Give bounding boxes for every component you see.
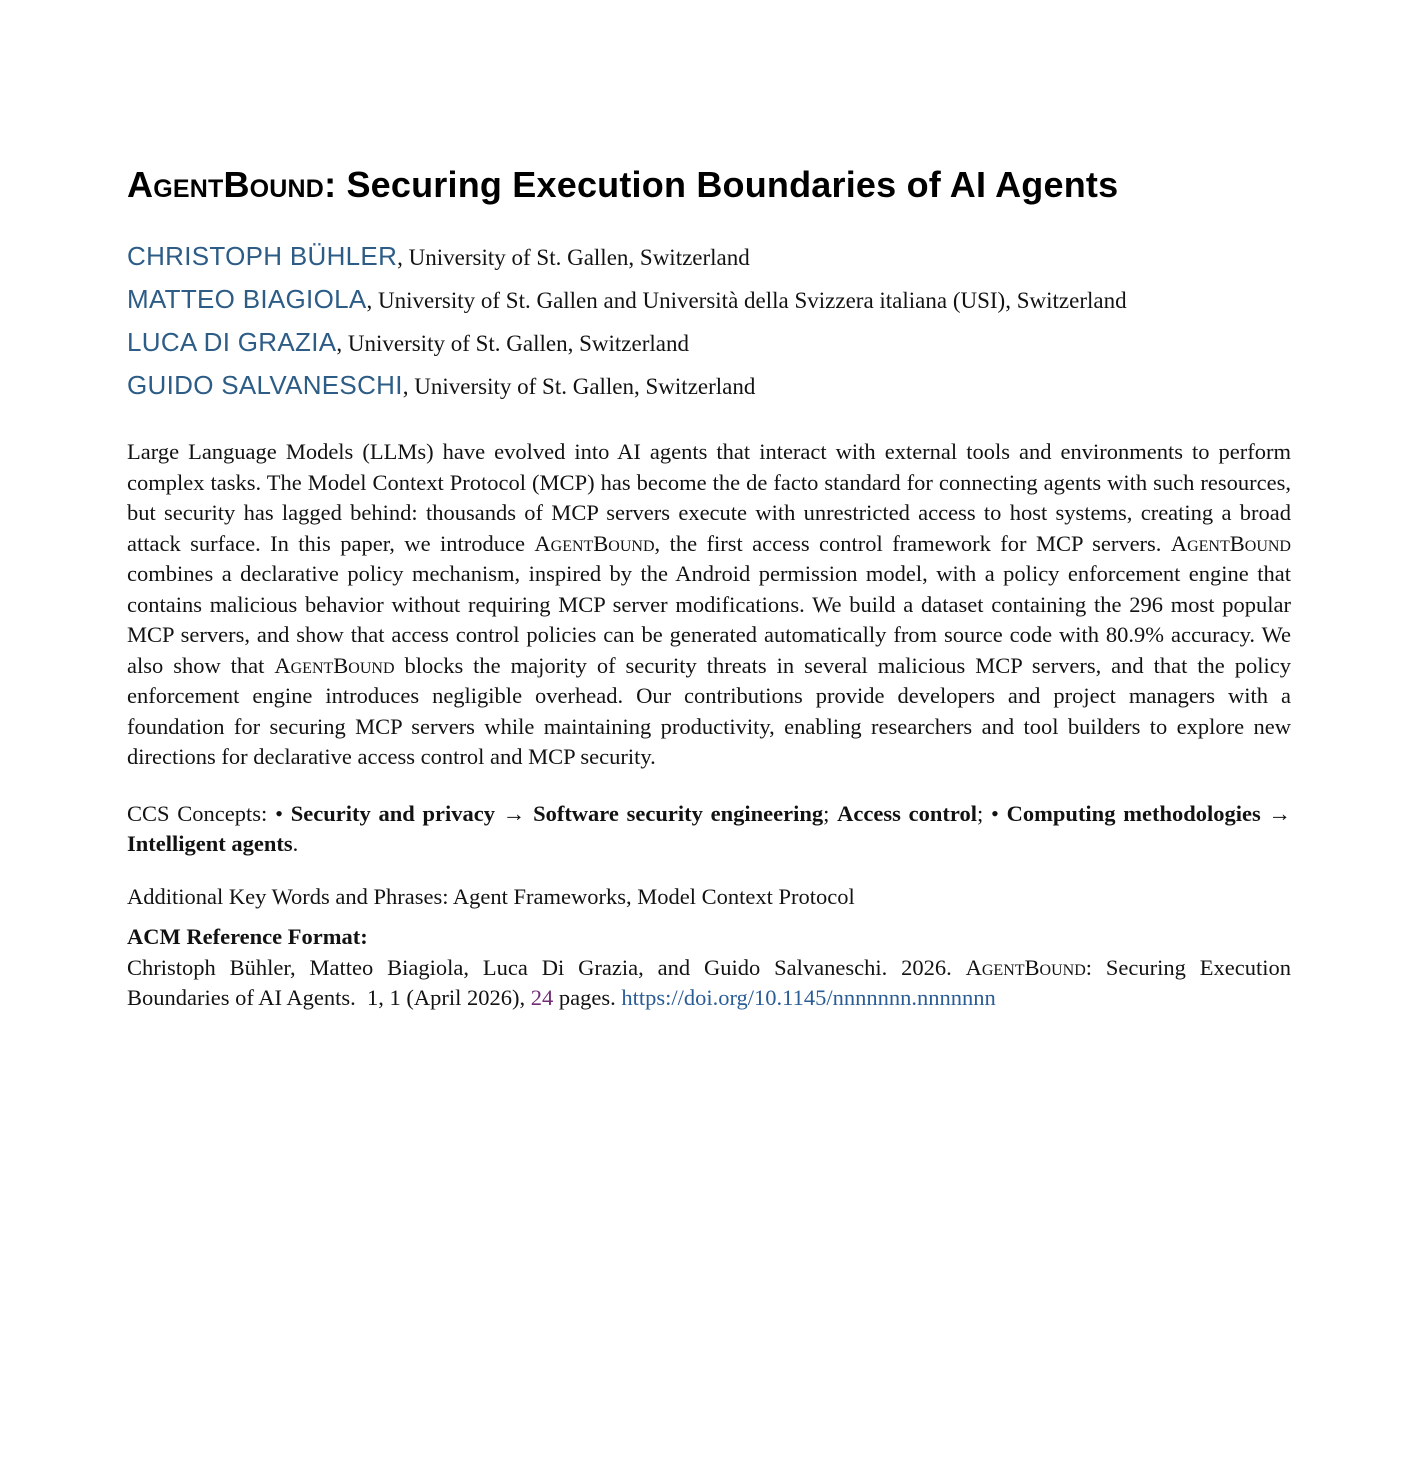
text-segment: Large Language Models (LLMs) have evolved into AI agents that interact with external tools and environments to perform complex tasks. The Model Context Protocol (MCP) has become the de facto standard for connecting agents with such resources, but security has lagged behind: thousands of MCP servers execute with unrestricted access to host systems, creating a broad attack surface. In this paper, we introduce <box>127 439 1291 556</box>
text-segment: AgentBound <box>534 530 655 556</box>
author-affiliation: University of St. Gallen and Università della Svizzera italiana (USI), Switzerland <box>378 288 1127 313</box>
text-segment: AgentBound <box>127 164 325 205</box>
text-segment: CCS Concepts: <box>127 800 276 826</box>
text-segment: AgentBound <box>965 954 1086 980</box>
doi-link[interactable]: https://doi.org/10.1145/nnnnnnn.nnnnnnn <box>621 985 996 1010</box>
author-separator: , <box>336 331 348 356</box>
text-segment: Intelligent agents <box>127 831 293 856</box>
text-segment: : Securing Execution Boundaries of AI Agents. 1, 1 (April 2026), <box>127 954 1292 1010</box>
author-separator: , <box>366 288 379 313</box>
author-row <box>127 280 1291 323</box>
author-affiliation: University of St. Gallen, Switzerland <box>414 374 756 399</box>
acm-reference-block <box>127 922 1291 1014</box>
text-segment: AgentBound <box>1170 530 1291 556</box>
author-name: MATTEO BIAGIOLA <box>127 284 367 314</box>
text-segment: pages. <box>553 985 622 1010</box>
keywords: Additional Key Words and Phrases: Agent Frameworks, Model Context Protocol <box>127 883 855 909</box>
text-segment: ; <box>823 800 838 826</box>
author-row <box>127 366 1291 409</box>
author-separator: , <box>402 374 415 399</box>
text-segment: ; • <box>977 800 1007 826</box>
text-segment: : Securing Execution Boundaries of AI Agents <box>324 164 1119 205</box>
text-segment: , the first access control framework for MCP servers. <box>654 530 1171 556</box>
text-segment: Software security engineering <box>533 800 824 826</box>
author-block <box>127 237 1291 409</box>
text-segment: → <box>1260 800 1291 826</box>
author-separator: , <box>397 245 409 270</box>
text-segment: • <box>275 800 291 826</box>
text-segment: Access control <box>837 800 977 826</box>
acm-reference-text <box>127 953 1291 1014</box>
text-segment: 24 <box>530 985 554 1010</box>
ccs-concepts <box>127 799 1291 860</box>
paper-title <box>127 163 1291 207</box>
author-affiliation: University of St. Gallen, Switzerland <box>408 245 750 270</box>
author-name: LUCA DI GRAZIA <box>127 327 337 357</box>
author-row <box>127 237 1291 280</box>
author-name: GUIDO SALVANESCHI <box>127 370 403 400</box>
text-segment: combines a declarative policy mechanism, inspired by the Android permission model, with a policy enforcement engine that contains malicious behavior without requiring MCP server modifications. We build a dataset containing the 296 most popular MCP servers, and show that access control policies can be generated automatically from source code with 80.9% accuracy. We also show that <box>127 561 1291 678</box>
author-affiliation: University of St. Gallen, Switzerland <box>347 331 689 356</box>
abstract-text <box>127 437 1291 773</box>
text-segment: AgentBound <box>274 652 395 678</box>
text-segment: Security and privacy <box>290 800 496 826</box>
author-row <box>127 323 1291 366</box>
text-segment: Computing methodologies <box>1006 800 1261 826</box>
text-segment: blocks the majority of security threats in several malicious MCP servers, and that the policy enforcement engine introduces negligible overhead. Our contributions provide developers and project managers with a foundation for securing MCP servers while maintaining productivity, enabling researchers and tool builders to explore new directions for declarative access control and MCP security. <box>127 652 1291 769</box>
author-name: CHRISTOPH BÜHLER <box>127 241 398 271</box>
text-segment: Christoph Bühler, Matteo Biagiola, Luca Di Grazia, and Guido Salvaneschi. 2026. <box>127 954 966 980</box>
acm-reference-heading: ACM Reference Format: <box>127 924 368 949</box>
text-segment: → <box>495 800 534 826</box>
text-segment: . <box>292 831 299 856</box>
